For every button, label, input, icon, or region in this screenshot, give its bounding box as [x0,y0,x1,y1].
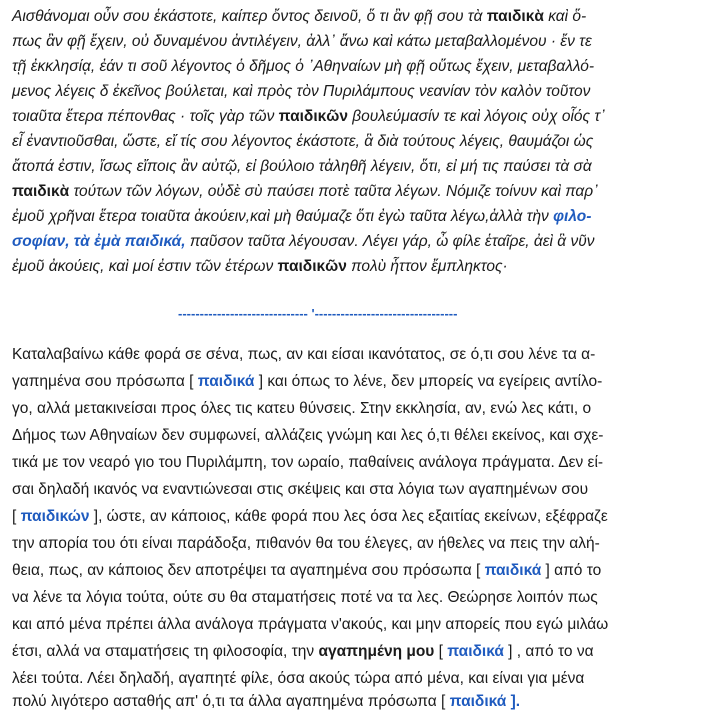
greek-text: ἐμοῦ ἀκούεις, καὶ μοί ἐστιν τῶν ἑτέρων [12,258,278,275]
highlight-term-blue: παιδικά [197,373,255,390]
greek-text: καὶ ὅ- [543,8,587,25]
modern-line-6: σαι δηλαδή ικανός να εναντιώνεσαι στις σκέψεις και στα λόγια των αγαπημένων σου [12,481,589,498]
modern-line-11: και από μένα πρέπει άλλα ανάλογα πράγματα ν'ακούς, και μην απορείς που εγώ μιλάω [12,616,609,633]
greek-text: ἐμοῦ χρῆναι ἕτερα τοιαῦτα ἀκούειν,καὶ μὴ θαύμαζε ὅτι ἐγὼ ταῦτα λέγω,ἀλλὰ τὴν [12,208,554,225]
greek-line-1 [12,5,586,29]
highlight-term: παιδικὰ [486,8,544,25]
section-separator: ------------------------------ '--------------------------------- [178,306,458,321]
greek-text: τοιαῦτα ἕτερα πέπονθας · τοῖς γὰρ τῶν [12,108,279,125]
highlight-term: παιδικὰ [12,183,70,200]
modern-line-7 [12,505,608,529]
modern-text: [ [12,508,21,525]
greek-text: Αισθάνομαι οὖν σου ἑκάστοτε, καίπερ ὄντος δεινοῦ, ὅ τι ἂν φῇ σου τὰ [12,8,487,25]
modern-line-1: Καταλαβαίνω κάθε φορά σε σένα, πως, αν και είσαι ικανότατος, σε ό,τι σου λένε τα α- [12,346,596,363]
highlight-term-blue: παιδικά [447,643,504,660]
modern-text: πολύ λιγότερο ασταθής απ' ό,τι τα άλλα αγαπημένα πρόσωπα [ [12,693,450,710]
highlight-term: παιδικῶν [277,258,347,275]
greek-line-3: τῇ ἐκκλησίᾳ, ἐάν τι σοῦ λέγοντος ὁ δῆμος ὁ ᾿Αθηναίων μὴ φῇ οὕτως ἔχειν, μεταβαλλό- [12,58,595,75]
modern-text: ] και όπως το λένε, δεν μπορείς να εγείρεις αντίλο- [254,373,603,390]
greek-text: πολὺ ἧττον ἔμπληκτος· [346,258,508,275]
greek-line-4: μενος λέγεις δ ἐκεῖνος βούλεται, καὶ πρὸς τὸν Πυριλάμπους νεανίαν τὸν καλὸν τοῦτον [12,83,591,100]
greek-text: παῦσον ταῦτα λέγουσαν. Λέγει γάρ, ὦ φίλε ἑταῖρε, ἀεὶ ἃ νῦν [185,233,595,250]
modern-line-13: λέει τούτα. Λέει δηλαδή, αγαπητέ φίλε, όσα ακούς τώρα από μένα, και είναι για μένα [12,670,585,687]
modern-line-10: να λένε τα λόγια τούτα, ούτε συ θα σταματήσεις ποτέ να τα λες. Θεώρησε λοιπόν πως [12,589,598,606]
greek-line-10 [12,230,594,254]
modern-text: ] , από το να [503,643,594,660]
modern-line-12 [12,640,594,664]
greek-text: τούτων τῶν λόγων, οὐδὲ σὺ παύσει ποτὲ ταῦτα λέγων. Νόμιζε τοίνυν καὶ παρ᾽ [69,183,599,200]
greek-line-5 [12,105,605,129]
modern-text: θεια, πως, αν κάποιος δεν αποτρέψει τα αγαπημένα σου πρόσωπα [ [12,562,485,579]
modern-line-2 [12,370,602,394]
modern-line-5: τικά με τον νεαρό γιο του Πυριλάμπη, τον ωραίο, παθαίνεις ανάλογα πράγματα. Δεν εί- [12,454,604,471]
highlight-term-blue: παιδικά [449,693,507,710]
highlight-term: αγαπημένη μου [318,643,435,660]
modern-text: ] από το [541,562,602,579]
greek-text: βουλεύμασίν τε καὶ λόγοις οὐχ οἷός τ᾽ [348,108,606,125]
modern-text: έτσι, αλλά να σταματήσεις τη φιλοσοφία, την [12,643,319,660]
highlight-term-blue: παιδικά [484,562,542,579]
greek-line-9 [12,205,591,229]
modern-line-14 [12,690,520,714]
greek-line-8 [12,180,598,204]
modern-text: [ [434,643,448,660]
closing-bracket: ]. [506,693,521,710]
greek-line-6: εἶ ἐναντιοῦσθαι, ὥστε, εἴ τίς σου λέγοντος ἑκάστοτε, ἃ διὰ τούτους λέγεις, θαυμάζοι ὡς [12,133,594,150]
greek-line-11 [12,255,508,279]
modern-line-9 [12,559,601,583]
highlight-term-blue: παιδικών [20,508,90,525]
highlight-term: παιδικῶν [278,108,348,125]
modern-text: γαπημένα σου πρόσωπα [ [12,373,198,390]
greek-line-2: πως ἂν φῇ ἔχειν, οὐ δυναμένου ἀντιλέγειν, ἀλλ᾽ ἄνω καὶ κάτω μεταβαλλομένου · ἔν τε [12,33,592,50]
modern-text: ], ώστε, αν κάποιος, κάθε φορά που λες όσα λες εξαιτίας εκείνων, εξέφραζε [89,508,608,525]
highlight-term-blue: σοφίαν, τὰ ἐμὰ παιδικά, [12,233,186,250]
modern-line-3: γο, αλλά μετακινείσαι προς όλες τις κατευ θύνσεις. Στην εκκλησία, αν, ενώ λες κάτι, ο [12,400,592,417]
highlight-term-blue: φιλο- [553,208,592,225]
modern-line-8: την απορία του ότι είναι παράδοξα, πιθανόν θα του έλεγες, αν ήθελες να πεις την αλή- [12,535,600,552]
greek-line-7: ἄτοπά ἐστιν, ἴσως εἴποις ἂν αὐτῷ, εἰ βούλοιο τἀληθῆ λέγειν, ὅτι, εἰ μή τις παύσει τὰ σὰ [12,158,592,175]
modern-line-4: Δήμος των Αθηναίων δεν συμφωνεί, αλλάζεις γνώμη και λες ό,τι θέλει εκείνος, και σχε- [12,427,604,444]
